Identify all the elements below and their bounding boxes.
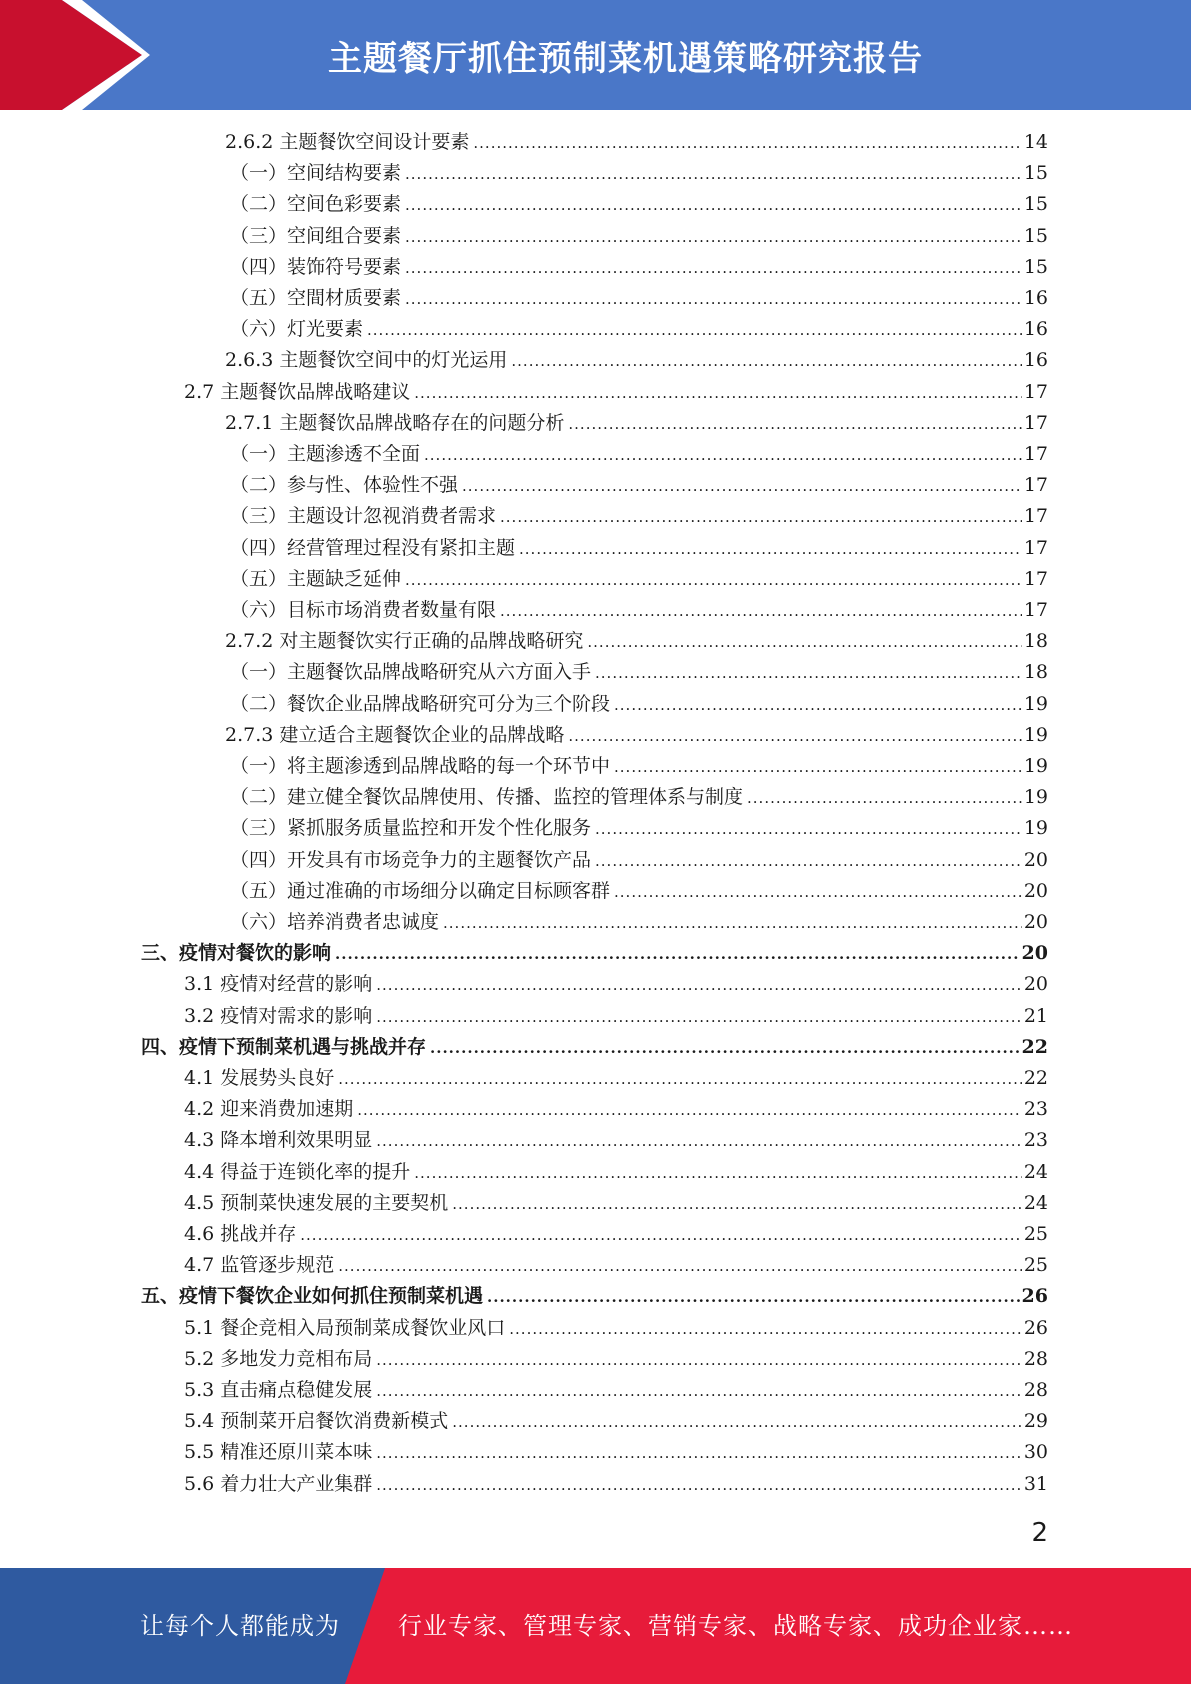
toc-entry[interactable] [230, 689, 1048, 720]
toc-entry-title: 4.1 发展势头良好 [184, 1067, 335, 1089]
toc-entry-page: 20 [1023, 879, 1048, 902]
toc-entry-page: 17 [1023, 567, 1048, 590]
toc-dot-leader [614, 690, 1022, 721]
toc-entry-title: 2.7.2 对主题餐饮实行正确的品牌战略研究 [225, 630, 584, 653]
footer-slogan-left: 让每个人都能成为 [140, 1612, 340, 1640]
toc-entry-title: 5.5 精准还原川菜本味 [184, 1441, 373, 1464]
toc-entry-page: 23 [1023, 1098, 1048, 1121]
toc-dot-leader [509, 1314, 1022, 1345]
toc-entry-page: 15 [1023, 255, 1048, 278]
toc-entry-title: （二）餐饮企业品牌战略研究可分为三个阶段 [230, 692, 611, 715]
toc-dot-leader [462, 471, 1022, 502]
toc-entry-title: 2.6.2 主题餐饮空间设计要素 [225, 131, 470, 153]
toc-entry-title: 3.2 疫情对需求的影响 [184, 1004, 373, 1027]
toc-dot-leader [595, 814, 1022, 845]
toc-entry-page: 20 [1023, 848, 1048, 871]
toc-dot-leader [500, 596, 1022, 627]
toc-entry-page: 17 [1023, 443, 1048, 465]
toc-entry[interactable] [225, 408, 1048, 439]
toc-entry[interactable] [184, 1437, 1048, 1468]
toc-entry[interactable] [230, 751, 1048, 782]
toc-entry-page: 16 [1023, 349, 1048, 372]
toc-dot-leader [452, 1189, 1022, 1220]
toc-entry-page: 19 [1023, 723, 1048, 746]
toc-dot-leader [519, 534, 1022, 565]
toc-entry-page: 24 [1023, 1191, 1048, 1214]
toc-entry-title: （二）参与性、体验性不强 [230, 474, 459, 497]
toc-entry-page: 25 [1023, 1223, 1048, 1245]
toc-entry-page: 19 [1023, 755, 1048, 777]
toc-entry-page: 17 [1023, 536, 1048, 559]
toc-entry-page: 19 [1023, 692, 1048, 715]
footer-slogan-right: 行业专家、管理专家、营销专家、战略专家、成功企业家…… [398, 1612, 1073, 1640]
toc-entry-title: 4.6 挑战并存 [184, 1223, 297, 1245]
toc-entry-page: 18 [1023, 661, 1048, 684]
page-number: 2 [1031, 1518, 1048, 1548]
toc-entry-page: 15 [1023, 224, 1048, 247]
toc-entry-page: 22 [1023, 1067, 1048, 1089]
toc-dot-leader [595, 658, 1022, 689]
toc-entry-title: 三、疫情对餐饮的影响 [141, 942, 332, 965]
toc-dot-leader [405, 159, 1022, 190]
toc-entry-title: 2.7.3 建立适合主题餐饮企业的品牌战略 [225, 723, 565, 746]
toc-entry-page: 15 [1023, 193, 1048, 216]
toc-entry[interactable] [184, 1313, 1048, 1344]
toc-entry-title: 5.4 预制菜开启餐饮消费新模式 [184, 1410, 449, 1433]
toc-dot-leader [300, 1220, 1022, 1251]
toc-dot-leader [405, 284, 1022, 315]
toc-dot-leader [568, 721, 1021, 752]
toc-entry[interactable] [184, 1406, 1048, 1437]
toc-dot-leader [338, 1064, 1022, 1095]
toc-entry[interactable] [141, 1032, 1048, 1063]
toc-entry[interactable] [230, 189, 1048, 220]
toc-entry-page: 29 [1023, 1410, 1048, 1433]
toc-entry-title: （三）空间组合要素 [230, 224, 402, 247]
toc-entry-page: 18 [1023, 630, 1048, 653]
toc-entry-title: 3.1 疫情对经营的影响 [184, 973, 373, 996]
toc-dot-leader [747, 783, 1022, 814]
toc-dot-leader [376, 970, 1022, 1001]
toc-entry-title: （四）装饰符号要素 [230, 255, 402, 278]
toc-entry[interactable] [184, 1188, 1048, 1219]
toc-entry-title: 2.7 主题餐饮品牌战略建议 [184, 380, 411, 403]
toc-entry[interactable] [230, 876, 1048, 907]
toc-entry-title: 4.5 预制菜快速发展的主要契机 [184, 1191, 449, 1214]
toc-entry[interactable] [230, 252, 1048, 283]
header-banner [0, 0, 1191, 110]
toc-entry-page: 17 [1023, 380, 1048, 403]
toc-entry-title: （一）将主题渗透到品牌战略的每一个环节中 [230, 755, 611, 777]
toc-entry[interactable] [141, 1281, 1048, 1312]
toc-dot-leader [430, 1033, 1020, 1064]
toc-entry-page: 30 [1023, 1441, 1048, 1464]
toc-entry-title: （一）主题餐饮品牌战略研究从六方面入手 [230, 661, 592, 684]
toc-entry-page: 20 [1023, 973, 1048, 996]
toc-dot-leader [595, 846, 1022, 877]
toc-dot-leader [405, 222, 1022, 253]
toc-dot-leader [376, 1345, 1022, 1376]
toc-entry[interactable] [184, 1094, 1048, 1125]
toc-entry-page: 20 [1023, 911, 1048, 933]
toc-dot-leader [335, 939, 1020, 970]
toc-entry-page: 15 [1023, 162, 1048, 185]
toc-entry[interactable] [230, 283, 1048, 314]
toc-entry-title: 2.7.1 主题餐饮品牌战略存在的问题分析 [225, 411, 565, 434]
toc-entry-title: （四）开发具有市场竞争力的主题餐饮产品 [230, 848, 592, 871]
toc-entry-page: 28 [1023, 1347, 1048, 1370]
toc-dot-leader [338, 1251, 1022, 1282]
toc-entry-page: 16 [1023, 287, 1048, 309]
toc-entry-page: 19 [1023, 786, 1048, 809]
footer-banner [0, 1568, 1191, 1684]
toc-entry[interactable] [230, 845, 1048, 876]
toc-dot-leader [424, 440, 1022, 471]
toc-entry-page: 22 [1021, 1035, 1048, 1058]
toc-entry[interactable] [184, 1157, 1048, 1188]
toc-entry[interactable] [184, 1125, 1048, 1156]
toc-entry-title: 5.1 餐企竞相入局预制菜成餐饮业风口 [184, 1316, 506, 1339]
toc-entry-page: 16 [1023, 318, 1048, 341]
toc-entry[interactable] [184, 1001, 1048, 1032]
toc-dot-leader [414, 1158, 1022, 1189]
toc-entry-title: 4.3 降本增利效果明显 [184, 1129, 373, 1152]
toc-dot-leader [614, 752, 1022, 783]
toc-entry-page: 26 [1023, 1316, 1048, 1339]
toc-dot-leader [405, 565, 1022, 596]
toc-entry[interactable] [230, 533, 1048, 564]
toc-entry-title: 5.3 直击痛点稳健发展 [184, 1379, 373, 1401]
toc-entry[interactable] [184, 1219, 1048, 1250]
toc-entry-page: 21 [1023, 1004, 1048, 1027]
toc-entry-page: 28 [1023, 1379, 1048, 1401]
toc-entry[interactable] [230, 595, 1048, 626]
toc-entry-title: 5.6 着力壮大产业集群 [184, 1472, 373, 1495]
toc-entry[interactable] [230, 782, 1048, 813]
toc-entry-page: 31 [1023, 1472, 1048, 1495]
toc-dot-leader [568, 409, 1021, 440]
toc-dot-leader [376, 1438, 1022, 1469]
toc-entry-title: （一）主题渗透不全面 [230, 443, 421, 465]
toc-dot-leader [376, 1376, 1022, 1407]
toc-entry-page: 17 [1023, 474, 1048, 497]
toc-entry-page: 17 [1023, 505, 1048, 528]
toc-dot-leader [473, 128, 1021, 159]
toc-entry[interactable] [184, 969, 1048, 1000]
toc-entry-page: 25 [1023, 1254, 1048, 1277]
toc-entry-title: 五、疫情下餐饮企业如何抓住预制菜机遇 [141, 1285, 484, 1308]
toc-dot-leader [587, 627, 1021, 658]
toc-entry[interactable] [230, 439, 1048, 470]
document-title: 主题餐厅抓住预制菜机遇策略研究报告 [328, 38, 923, 79]
toc-entry[interactable] [184, 1063, 1048, 1094]
toc-entry-title: （五）主题缺乏延伸 [230, 567, 402, 590]
toc-entry-title: （三）主题设计忽视消费者需求 [230, 505, 497, 528]
toc-entry[interactable] [230, 158, 1048, 189]
toc-entry-page: 23 [1023, 1129, 1048, 1152]
toc-entry-title: （二）空间色彩要素 [230, 193, 402, 216]
toc-entry[interactable] [230, 907, 1048, 938]
toc-entry[interactable] [184, 377, 1048, 408]
toc-entry[interactable] [225, 626, 1048, 657]
toc-entry-title: （四）经营管理过程没有紧扣主题 [230, 536, 516, 559]
toc-dot-leader [405, 190, 1022, 221]
toc-entry-page: 20 [1021, 942, 1048, 965]
toc-entry-title: 四、疫情下预制菜机遇与挑战并存 [141, 1035, 427, 1058]
toc-entry[interactable] [141, 938, 1048, 969]
toc-entry[interactable] [230, 501, 1048, 532]
toc-entry[interactable] [230, 221, 1048, 252]
toc-entry-page: 17 [1023, 411, 1048, 434]
toc-entry[interactable] [230, 813, 1048, 844]
toc-entry[interactable] [230, 470, 1048, 501]
toc-dot-leader [452, 1407, 1022, 1438]
toc-dot-leader [614, 877, 1022, 908]
toc-entry-title: 5.2 多地发力竞相布局 [184, 1347, 373, 1370]
toc-dot-leader [367, 315, 1022, 346]
toc-entry[interactable] [225, 720, 1048, 751]
toc-entry-page: 26 [1021, 1285, 1048, 1308]
toc-entry-title: （六）培养消费者忠诚度 [230, 911, 440, 933]
toc-dot-leader [405, 253, 1022, 284]
toc-dot-leader [376, 1470, 1022, 1501]
toc-dot-leader [443, 908, 1022, 939]
toc-entry-title: （一）空间结构要素 [230, 162, 402, 185]
red-chevron-decoration [0, 0, 150, 110]
toc-dot-leader [487, 1282, 1020, 1313]
toc-entry-page: 14 [1023, 131, 1048, 153]
toc-entry-title: （二）建立健全餐饮品牌使用、传播、监控的管理体系与制度 [230, 786, 744, 809]
toc-entry-title: （三）紧抓服务质量监控和开发个性化服务 [230, 817, 592, 840]
toc-entry[interactable] [230, 657, 1048, 688]
toc-dot-leader [376, 1126, 1022, 1157]
toc-entry[interactable] [225, 345, 1048, 376]
toc-entry[interactable] [184, 1344, 1048, 1375]
toc-entry-title: （六）目标市场消费者数量有限 [230, 599, 497, 621]
toc-entry-page: 17 [1023, 599, 1048, 621]
toc-dot-leader [376, 1002, 1022, 1033]
toc-entry[interactable] [184, 1469, 1048, 1500]
toc-entry-page: 24 [1023, 1160, 1048, 1183]
toc-dot-leader [357, 1095, 1022, 1126]
toc-entry[interactable] [230, 564, 1048, 595]
toc-entry-title: （五）空間材质要素 [230, 287, 402, 309]
toc-entry[interactable] [225, 127, 1048, 158]
toc-dot-leader [414, 378, 1022, 409]
toc-entry-title: （六）灯光要素 [230, 318, 364, 341]
toc-entry[interactable] [184, 1375, 1048, 1406]
toc-entry-title: 4.7 监管逐步规范 [184, 1254, 335, 1277]
toc-dot-leader [500, 502, 1022, 533]
toc-entry-title: 4.2 迎来消费加速期 [184, 1098, 354, 1121]
toc-entry-page: 19 [1023, 817, 1048, 840]
toc-entry-title: 2.6.3 主题餐饮空间中的灯光运用 [225, 349, 508, 372]
toc-entry-title: 4.4 得益于连锁化率的提升 [184, 1160, 411, 1183]
toc-entry[interactable] [230, 314, 1048, 345]
toc-dot-leader [511, 346, 1021, 377]
toc-entry[interactable] [184, 1250, 1048, 1281]
toc-entry-title: （五）通过准确的市场细分以确定目标顾客群 [230, 879, 611, 902]
